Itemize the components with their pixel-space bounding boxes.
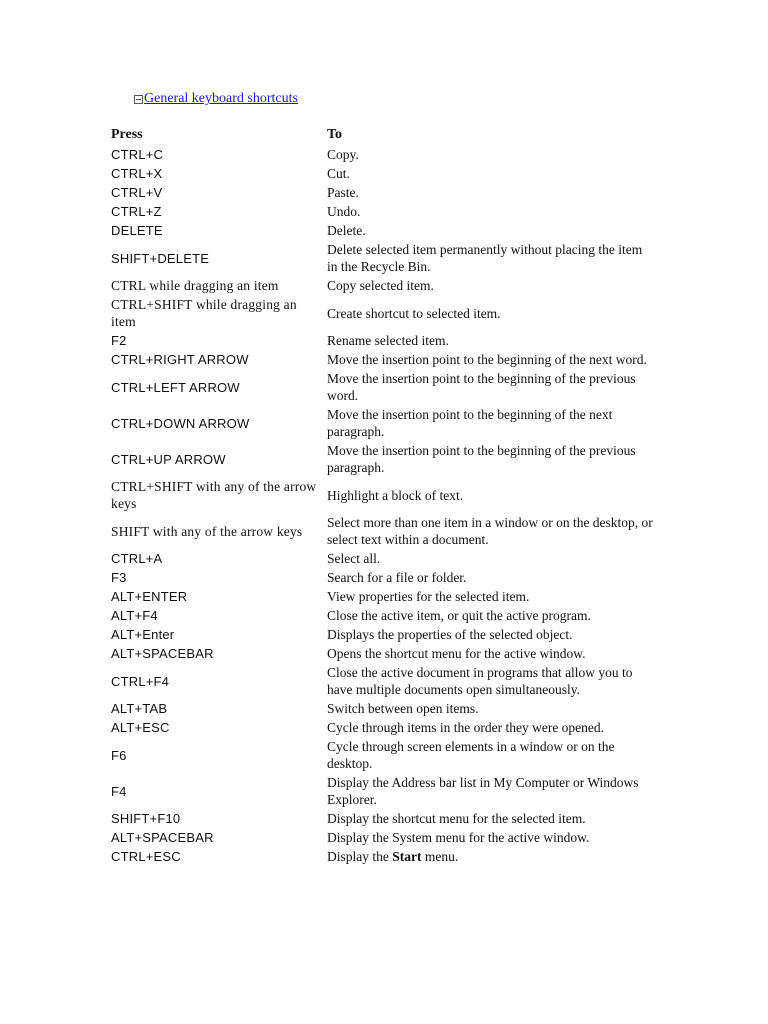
shortcut-action: Cycle through screen elements in a window or on the desktop. <box>327 739 615 771</box>
table-row <box>108 477 658 513</box>
shortcut-key: ALT+ESC <box>111 720 170 735</box>
table-row <box>108 847 658 866</box>
shortcuts-table <box>108 124 658 866</box>
shortcut-key: F4 <box>111 783 127 799</box>
shortcut-key: SHIFT+F10 <box>111 811 181 826</box>
table-row <box>108 773 658 809</box>
shortcut-key: CTRL while dragging an item <box>111 278 279 293</box>
table-row <box>108 202 658 221</box>
shortcut-key: CTRL+DOWN ARROW <box>111 415 250 431</box>
shortcut-key: F2 <box>111 333 127 348</box>
shortcut-key: CTRL+F4 <box>111 673 170 689</box>
shortcut-key: CTRL+UP ARROW <box>111 451 226 467</box>
shortcut-key: ALT+F4 <box>111 608 158 623</box>
shortcut-action: Cycle through items in the order they were opened. <box>327 720 605 735</box>
shortcut-action: Move the insertion point to the beginning of the previous word. <box>327 371 636 403</box>
shortcut-action: Undo. <box>327 204 361 219</box>
shortcut-key: CTRL+C <box>111 147 164 162</box>
shortcut-action: Paste. <box>327 185 359 200</box>
shortcut-action: Move the insertion point to the beginning of the next paragraph. <box>327 407 613 439</box>
shortcut-key: ALT+ENTER <box>111 589 188 604</box>
shortcut-key: ALT+SPACEBAR <box>111 646 214 661</box>
table-row <box>108 240 658 276</box>
shortcut-action: Move the insertion point to the beginning of the previous paragraph. <box>327 443 636 475</box>
shortcut-action: Close the active item, or quit the active program. <box>327 608 591 623</box>
table-row <box>108 663 658 699</box>
shortcut-action: Display the Address bar list in My Computer or Windows Explorer. <box>327 775 639 807</box>
table-row <box>108 350 658 369</box>
column-header-to: To <box>327 127 343 142</box>
table-row <box>108 568 658 587</box>
table-row <box>108 145 658 164</box>
shortcut-action: Cut. <box>327 166 350 181</box>
table-row <box>108 221 658 240</box>
start-menu-term: Start <box>392 849 422 864</box>
shortcut-action: Display the System menu for the active window. <box>327 830 590 845</box>
table-row <box>108 606 658 625</box>
table-row <box>108 699 658 718</box>
shortcut-action: Search for a file or folder. <box>327 570 467 585</box>
shortcut-key: DELETE <box>111 223 163 238</box>
shortcut-key: ALT+TAB <box>111 701 168 716</box>
shortcut-key: CTRL+SHIFT with any of the arrow keys <box>111 479 317 511</box>
table-row <box>108 809 658 828</box>
table-row <box>108 405 658 441</box>
shortcut-action: Delete selected item permanently without placing the item in the Recycle Bin. <box>327 242 643 274</box>
shortcut-key: ALT+SPACEBAR <box>111 830 214 845</box>
action-text-suffix: menu. <box>421 849 459 864</box>
shortcut-action: Select all. <box>327 551 381 566</box>
shortcut-key: CTRL+ESC <box>111 849 181 864</box>
shortcut-key: ALT+Enter <box>111 627 175 642</box>
shortcut-action: Delete. <box>327 223 366 238</box>
shortcut-key: CTRL+LEFT ARROW <box>111 379 240 395</box>
table-row <box>108 549 658 568</box>
shortcut-key: SHIFT with any of the arrow keys <box>111 523 303 539</box>
action-text-prefix: Display the <box>327 849 393 864</box>
shortcut-action <box>324 847 658 866</box>
minus-box-icon[interactable] <box>134 95 143 104</box>
shortcut-key: CTRL+RIGHT ARROW <box>111 352 249 367</box>
table-row <box>108 369 658 405</box>
table-row <box>108 331 658 350</box>
shortcut-action: Copy selected item. <box>327 278 434 293</box>
shortcut-key: SHIFT+DELETE <box>111 250 210 266</box>
section-title-link[interactable]: General keyboard shortcuts <box>144 91 298 106</box>
shortcut-key: CTRL+SHIFT while dragging an item <box>111 297 297 329</box>
shortcut-action: Displays the properties of the selected object. <box>327 627 573 642</box>
shortcut-action: Select more than one item in a window or on the desktop, or select text within a document. <box>327 515 653 547</box>
shortcut-action: Create shortcut to selected item. <box>327 305 501 321</box>
shortcut-action: Copy. <box>327 147 359 162</box>
table-header-row <box>108 124 658 145</box>
shortcut-action: Move the insertion point to the beginning of the next word. <box>327 352 647 367</box>
shortcut-action: Switch between open items. <box>327 701 479 716</box>
shortcut-action: Rename selected item. <box>327 333 449 348</box>
shortcut-action: View properties for the selected item. <box>327 589 530 604</box>
table-row <box>108 276 658 295</box>
section-heading <box>134 91 298 107</box>
table-row <box>108 828 658 847</box>
table-row <box>108 441 658 477</box>
table-row <box>108 183 658 202</box>
table-row <box>108 737 658 773</box>
shortcut-key: CTRL+Z <box>111 204 162 219</box>
shortcut-action: Highlight a block of text. <box>327 487 464 503</box>
shortcut-key: CTRL+X <box>111 166 163 181</box>
table-row <box>108 625 658 644</box>
table-row <box>108 587 658 606</box>
column-header-press: Press <box>111 127 143 142</box>
table-row <box>108 718 658 737</box>
shortcut-action: Close the active document in programs that allow you to have multiple documents open simultaneously. <box>327 665 633 697</box>
shortcut-key: CTRL+A <box>111 551 163 566</box>
shortcut-key: F6 <box>111 747 127 763</box>
shortcut-action: Display the shortcut menu for the selected item. <box>327 811 586 826</box>
table-row <box>108 644 658 663</box>
shortcut-key: F3 <box>111 570 127 585</box>
shortcut-key: CTRL+V <box>111 185 163 200</box>
table-row <box>108 164 658 183</box>
table-row <box>108 295 658 331</box>
shortcut-action: Opens the shortcut menu for the active window. <box>327 646 586 661</box>
table-row <box>108 513 658 549</box>
